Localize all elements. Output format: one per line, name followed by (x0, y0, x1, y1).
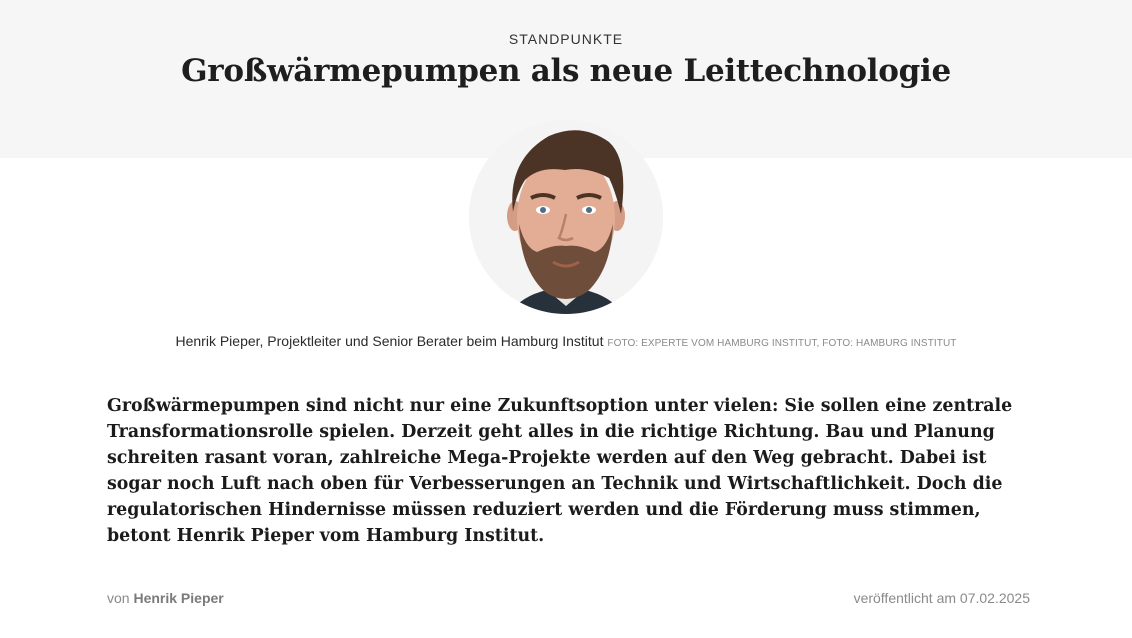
byline (107, 590, 224, 606)
published-prefix: veröffentlicht am (853, 590, 957, 606)
author-portrait (469, 120, 663, 314)
published-date: 07.02.2025 (959, 590, 1030, 606)
image-caption (0, 333, 1132, 349)
article-lead: Großwärmepumpen sind nicht nur eine Zukunftsoption unter vielen: Sie sollen eine zentrale Transformationsrolle spielen. Derzeit geht alles in die richtige Richtung. Bau und Planung schreiten rasant voran, zahlreiche Mega-Projekte werden auf den Weg gebracht. Dabei ist sogar noch Luft nach oben für Verbesserungen an Technik und Wirtschaftlichkeit. Doch die regulatorischen Hindernisse müssen reduziert werden und die Förderung muss stimmen, betont Henrik Pieper vom Hamburg Institut. (107, 396, 1013, 546)
photo-credit: FOTO: EXPERTE VOM HAMBURG INSTITUT, FOTO: HAMBURG INSTITUT (607, 338, 957, 349)
author-link[interactable]: Henrik Pieper (133, 590, 224, 606)
byline-prefix: von (107, 590, 130, 606)
publish-info (854, 590, 1030, 606)
article-title: Großwärmepumpen als neue Leittechnologie (181, 53, 951, 89)
section-kicker[interactable]: STANDPUNKTE (508, 31, 624, 47)
caption-text: Henrik Pieper, Projektleiter und Senior Berater beim Hamburg Institut (175, 333, 604, 349)
portrait-image (469, 120, 663, 314)
